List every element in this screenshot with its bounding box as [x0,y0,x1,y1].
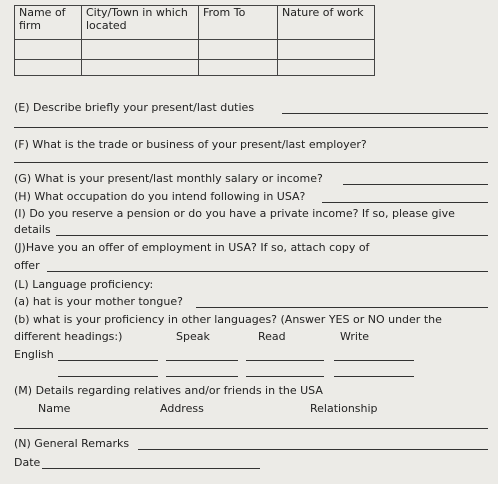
label-intended-occupation: (H) What occupation do you intend following in USA? [14,190,306,203]
other-language-write-field[interactable] [334,376,414,377]
label-pension-details: details [14,223,51,236]
label-monthly-salary: (G) What is your present/last monthly salary or income? [14,172,323,185]
pension-details-field[interactable] [56,235,488,236]
table-header-row [15,6,375,40]
label-present-duties: (E) Describe briefly your present/last duties [14,101,255,114]
date-field[interactable] [42,468,260,469]
table-row [15,40,375,60]
cell-input[interactable] [15,60,82,76]
intended-occupation-field[interactable] [322,202,488,203]
cell-input[interactable] [199,40,278,60]
english-speak-field[interactable] [166,360,238,361]
table-row [15,60,375,76]
monthly-salary-field[interactable] [343,184,488,185]
label-offer: offer [14,259,40,272]
general-remarks-field[interactable] [138,449,488,450]
header-nature-of-work: Nature of work [278,6,375,40]
employment-table [14,5,375,76]
present-duties-field-line2[interactable] [14,127,488,128]
column-name: Name [38,402,71,415]
employer-business-field[interactable] [14,162,488,163]
label-employment-offer: (J)Have you an offer of employment in USA? If so, attach copy of [14,241,370,254]
label-different-headings: different headings:) [14,330,123,343]
relatives-friends-field[interactable] [14,428,488,429]
column-read: Read [258,330,286,343]
cell-input[interactable] [278,40,375,60]
other-language-speak-field[interactable] [166,376,238,377]
cell-input[interactable] [15,40,82,60]
cell-input[interactable] [278,60,375,76]
label-mother-tongue: (a) hat is your mother tongue? [14,295,183,308]
present-duties-field[interactable] [282,113,488,114]
cell-input[interactable] [82,60,199,76]
employment-offer-field[interactable] [47,271,488,272]
column-speak: Speak [176,330,210,343]
label-pension-income: (I) Do you reserve a pension or do you have a private income? If so, please give [14,207,455,220]
column-address: Address [160,402,204,415]
label-date: Date [14,456,41,469]
cell-input[interactable] [199,60,278,76]
label-relatives-friends: (M) Details regarding relatives and/or friends in the USA [14,384,323,397]
label-other-languages: (b) what is your proficiency in other languages? (Answer YES or NO under the [14,313,442,326]
column-relationship: Relationship [310,402,378,415]
english-language-field[interactable] [58,360,158,361]
other-language-field[interactable] [58,376,158,377]
column-write: Write [340,330,370,343]
cell-input[interactable] [82,40,199,60]
english-write-field[interactable] [334,360,414,361]
mother-tongue-field[interactable] [196,307,488,308]
english-read-field[interactable] [246,360,324,361]
label-english: English [14,348,54,361]
header-city-town: City/Town in which located [82,6,199,40]
label-general-remarks: (N) General Remarks [14,437,130,450]
label-employer-business: (F) What is the trade or business of your present/last employer? [14,138,367,151]
label-language-proficiency: (L) Language proficiency: [14,278,154,291]
header-name-of-firm: Name of firm [15,6,82,40]
other-language-read-field[interactable] [246,376,324,377]
header-from-to: From To [199,6,278,40]
